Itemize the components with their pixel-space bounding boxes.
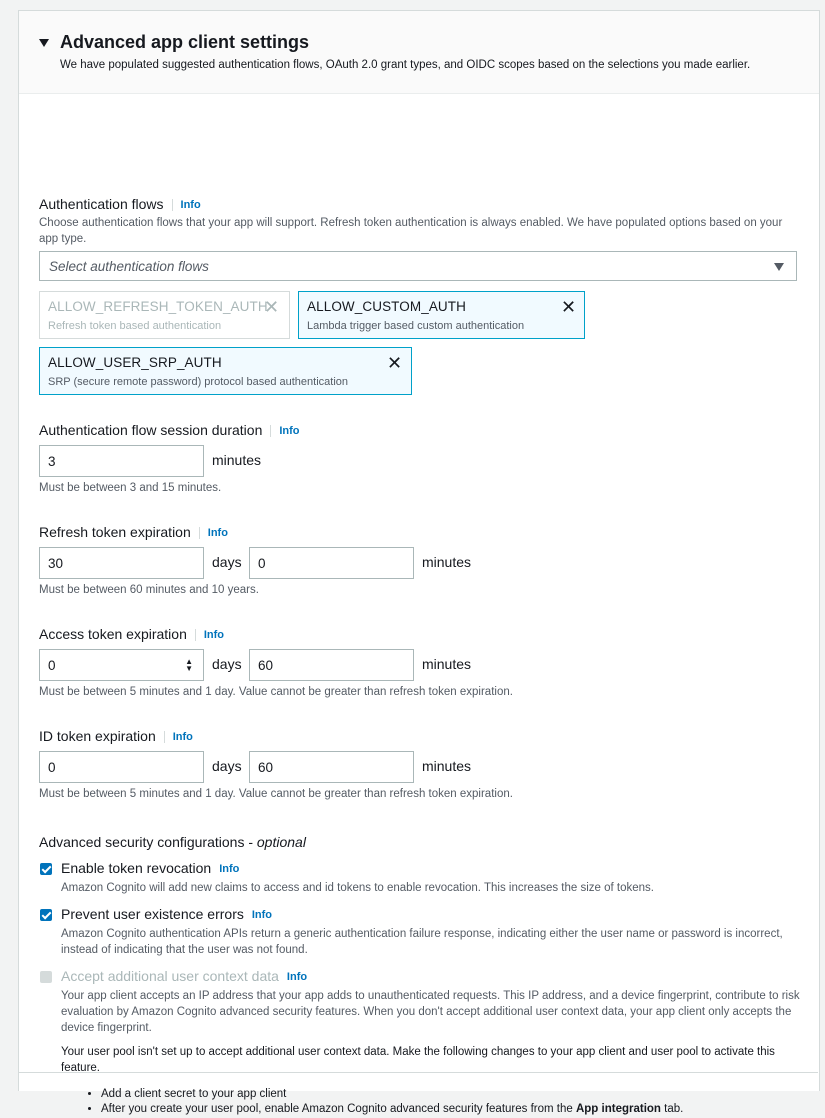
auth-flows-label: Authentication flows — [39, 196, 164, 212]
auth-flows-label-row — [39, 196, 201, 214]
dropdown-arrow-icon — [774, 263, 784, 271]
remove-token-icon: ✕ — [264, 297, 280, 317]
auth-flows-info-link[interactable]: Info — [172, 199, 201, 211]
context-data-label: Accept additional user context data — [61, 968, 279, 984]
token-description: SRP (secure remote password) protocol based authentication — [48, 376, 349, 388]
id-token-label-row — [39, 728, 193, 746]
refresh-token-hint: Must be between 60 minutes and 10 years. — [39, 584, 259, 596]
access-token-label: Access token expiration — [39, 626, 187, 642]
refresh-token-days-unit: days — [212, 554, 242, 570]
advanced-settings-panel — [18, 10, 820, 1115]
context-data-label-row — [61, 968, 307, 986]
token-revocation-checkbox[interactable] — [40, 863, 52, 875]
session-duration-hint: Must be between 3 and 15 minutes. — [39, 482, 222, 494]
id-token-label: ID token expiration — [39, 728, 156, 744]
token-name: ALLOW_USER_SRP_AUTH — [48, 355, 222, 370]
access-token-days-input[interactable] — [39, 649, 204, 681]
token-description: Refresh token based authentication — [48, 320, 222, 332]
token-custom-auth — [298, 291, 585, 339]
context-data-checkbox[interactable] — [40, 971, 52, 983]
prevent-errors-checkbox[interactable] — [40, 909, 52, 921]
caret-down-icon[interactable] — [39, 39, 49, 47]
token-revocation-description: Amazon Cognito will add new claims to access and id tokens to enable revocation. This increases the size of tokens. — [61, 882, 654, 894]
panel-title: Advanced app client settings — [60, 32, 310, 52]
auth-flows-placeholder: Select authentication flows — [49, 259, 209, 274]
token-refresh-token-auth — [39, 291, 290, 339]
access-token-label-row — [39, 626, 224, 644]
context-data-note: Your user pool isn't set up to accept additional user context data. Make the following changes to your app client and user pool to activate this feature. — [61, 1046, 775, 1074]
step-text-suffix: tab. — [660, 1103, 684, 1115]
access-token-minutes-unit: minutes — [422, 656, 472, 672]
app-integration-tab-name: App integration — [575, 1103, 661, 1115]
id-token-minutes-value: 60 — [258, 760, 274, 775]
refresh-token-minutes-unit: minutes — [422, 554, 472, 570]
security-heading — [39, 834, 306, 850]
security-heading-optional: optional — [256, 834, 306, 850]
panel-header[interactable] — [19, 11, 819, 94]
list-item: • Add a client secret to your app client — [101, 1088, 683, 1100]
session-duration-value: 3 — [48, 454, 56, 469]
context-data-info-link[interactable]: Info — [286, 971, 308, 983]
prevent-errors-label[interactable]: Prevent user existence errors — [61, 906, 244, 922]
access-token-info-link[interactable]: Info — [195, 629, 224, 641]
step-text-prefix: After you create your user pool, enable Amazon Cognito advanced security features from the — [101, 1103, 576, 1115]
id-token-info-link[interactable]: Info — [164, 731, 193, 743]
access-token-minutes-value: 60 — [258, 658, 274, 673]
refresh-token-info-link[interactable]: Info — [199, 527, 228, 539]
access-token-minutes-input[interactable] — [249, 649, 414, 681]
id-token-hint: Must be between 5 minutes and 1 day. Value cannot be greater than refresh token expiration. — [39, 788, 513, 800]
panel-description: We have populated suggested authentication flows, OAuth 2.0 grant types, and OIDC scopes based on the selections you made earlier. — [60, 59, 751, 71]
number-spinner-icon[interactable]: ▲ ▼ — [185, 657, 193, 673]
access-token-hint: Must be between 5 minutes and 1 day. Value cannot be greater than refresh token expiration. — [39, 686, 513, 698]
token-revocation-label[interactable]: Enable token revocation — [61, 860, 212, 876]
token-description: Lambda trigger based custom authentication — [307, 320, 525, 332]
token-revocation-info-link[interactable]: Info — [219, 863, 240, 875]
context-data-steps — [81, 1088, 683, 1118]
auth-flows-select[interactable] — [39, 251, 797, 281]
refresh-token-days-input[interactable] — [39, 547, 204, 579]
session-duration-info-link[interactable]: Info — [270, 425, 299, 437]
id-token-days-value: 0 — [48, 760, 56, 775]
session-duration-label-row — [39, 422, 300, 440]
remove-token-icon[interactable]: ✕ — [387, 353, 403, 373]
session-duration-label: Authentication flow session duration — [39, 422, 263, 438]
refresh-token-days-value: 30 — [48, 556, 64, 571]
panel-divider — [18, 1072, 818, 1073]
context-data-description: Your app client accepts an IP address that your app adds to unauthenticated requests. This IP address, and a device fingerprint, contribute to risk evaluation by Amazon Cognito advanced security features. When you don't accept additional user context data, your app client only accepts the device fingerprint. — [61, 990, 800, 1034]
access-token-days-value: 0 — [48, 658, 56, 673]
auth-flows-description: Choose authentication flows that your app will support. Refresh token authentication is always enabled. We have populated options based on your app type. — [39, 217, 783, 245]
token-revocation-label-row — [61, 860, 239, 878]
token-name: ALLOW_CUSTOM_AUTH — [307, 299, 466, 314]
refresh-token-label-row — [39, 524, 228, 542]
refresh-token-minutes-value: 0 — [258, 556, 266, 571]
prevent-errors-info-link[interactable]: Info — [251, 909, 273, 921]
refresh-token-label: Refresh token expiration — [39, 524, 191, 540]
prevent-errors-description: Amazon Cognito authentication APIs return a generic authentication failure response, indicating either the user name or password is incorrect, instead of indicating that the user was not found. — [61, 928, 783, 956]
prevent-errors-label-row — [61, 906, 272, 924]
token-user-srp-auth — [39, 347, 412, 395]
remove-token-icon[interactable]: ✕ — [561, 297, 577, 317]
security-heading-text: Advanced security configurations - — [39, 834, 257, 850]
list-item — [101, 1103, 683, 1115]
token-name: ALLOW_REFRESH_TOKEN_AUTH — [48, 299, 268, 314]
id-token-minutes-input[interactable] — [249, 751, 414, 783]
session-duration-unit: minutes — [212, 452, 262, 468]
id-token-days-unit: days — [212, 758, 242, 774]
access-token-days-unit: days — [212, 656, 242, 672]
session-duration-input[interactable] — [39, 445, 204, 477]
id-token-days-input[interactable] — [39, 751, 204, 783]
refresh-token-minutes-input[interactable] — [249, 547, 414, 579]
id-token-minutes-unit: minutes — [422, 758, 472, 774]
